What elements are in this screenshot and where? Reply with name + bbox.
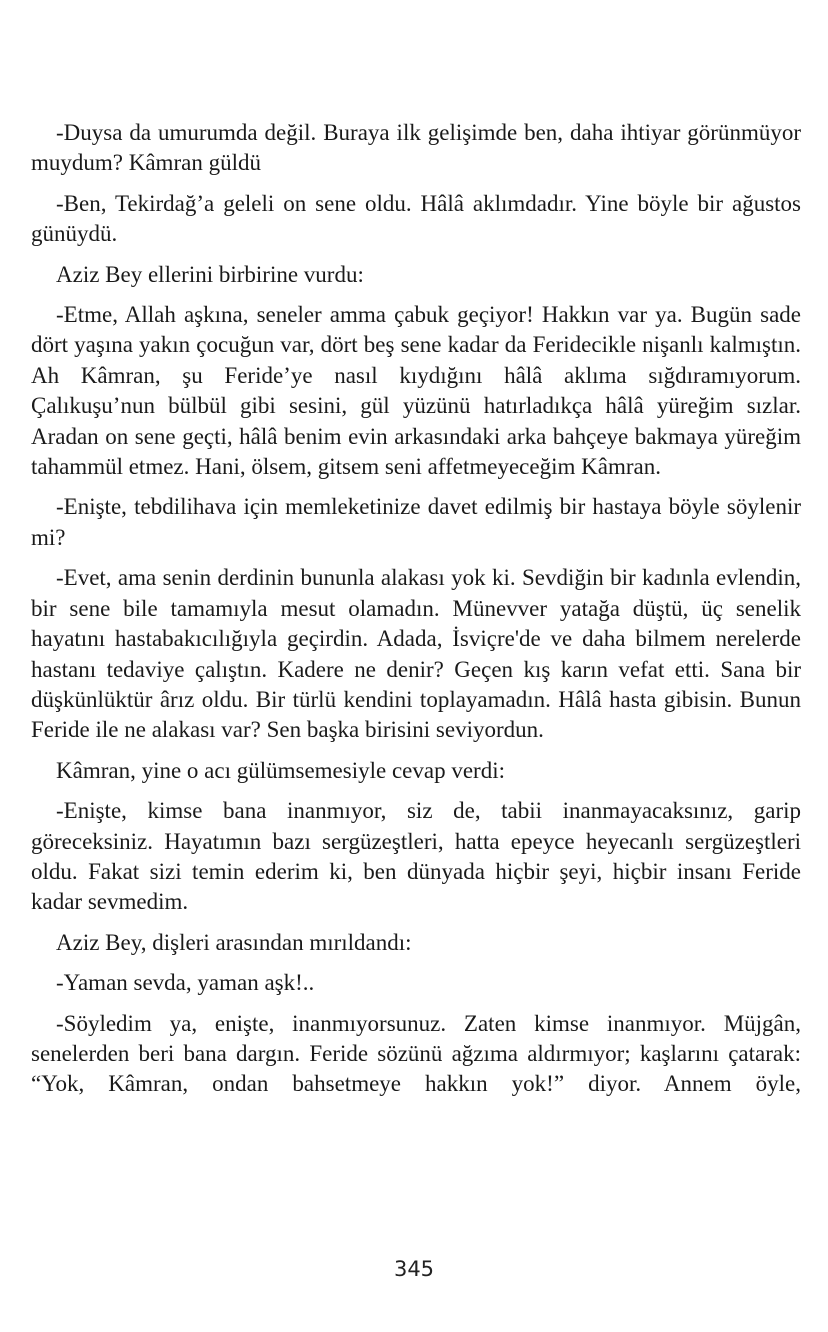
paragraph: -Enişte, kimse bana inanmıyor, siz de, tabii inanmayacaksınız, garip göreceksiniz. Hayatımın bazı sergüzeştleri, hatta epeyce heyecanlı sergüzeştleri oldu. Fakat sizi temin ederim ki, ben dünyada hiçbir şeyi, hiçbir insanı Feride kadar sevmedim. (31, 798, 801, 915)
paragraph: Kâmran, yine o acı gülümsemesiyle cevap verdi: (56, 757, 505, 783)
page-body (31, 118, 801, 1110)
paragraph: -Etme, Allah aşkına, seneler amma çabuk geçiyor! Hakkın var ya. Bugün sade dört yaşına yakın çocuğun var, dört beş sene kadar da Feridecikle nişanlı kalmıştın. Ah Kâmran, şu Feride’ye nasıl kıydığını hâlâ aklıma sığdıramıyorum. Çalıkuşu’nun bülbül gibi sesini, gül yüzünü hatırladıkça hâlâ yüreğim sızlar. Aradan on sene geçti, hâlâ benim evin arkasındaki arka bahçeye bakmaya yüreğim tahammül etmez. Hani, ölsem, gitsem seni affetmeyeceğim Kâmran. (31, 302, 801, 480)
paragraph: -Enişte, tebdilihava için memleketinize davet edilmiş bir hastaya böyle söylenir mi? (31, 494, 801, 550)
paragraph: Aziz Bey ellerini birbirine vurdu: (56, 261, 364, 287)
paragraph: -Ben, Tekirdağ’a geleli on sene oldu. Hâlâ aklımdadır. Yine böyle bir ağustos günüydü. (31, 190, 801, 247)
paragraph: Aziz Bey, dişleri arasından mırıldandı: (56, 929, 412, 955)
paragraph: -Yaman sevda, yaman aşk!.. (56, 970, 315, 996)
paragraph: -Söyledim ya, enişte, inanmıyorsunuz. Zaten kimse inanmıyor. Müjgân, senelerden beri bana dargın. Feride sözünü ağzıma aldırmıyor; kaşlarını çatarak: “Yok, Kâmran, ondan bahsetmeye hakkın yok!” diyor. Annem öyle, (31, 1010, 801, 1097)
paragraph: -Evet, ama senin derdinin bununla alakası yok ki. Sevdiğin bir kadınla evlendin, bir sene bile tamamıyla mesut olamadın. Münevver yatağa düştü, üç senelik hayatını hastabakıcılığıyla geçirdin. Adada, İsviçre'de ve daha bilmem nerelerde hastanı tedaviye çalıştın. Kadere ne denir? Geçen kış karın vefat etti. Sana bir düşkünlüktür ârız oldu. Bir türlü kendini toplayamadın. Hâlâ hasta gibisin. Bunun Feride ile ne alakası var? Sen başka birisini seviyordun. (31, 565, 801, 743)
paragraph: -Duysa da umurumda değil. Buraya ilk gelişimde ben, daha ihtiyar görünmüyor muydum? Kâmran güldü (31, 120, 801, 176)
page-number: 345 (393, 1257, 435, 1281)
